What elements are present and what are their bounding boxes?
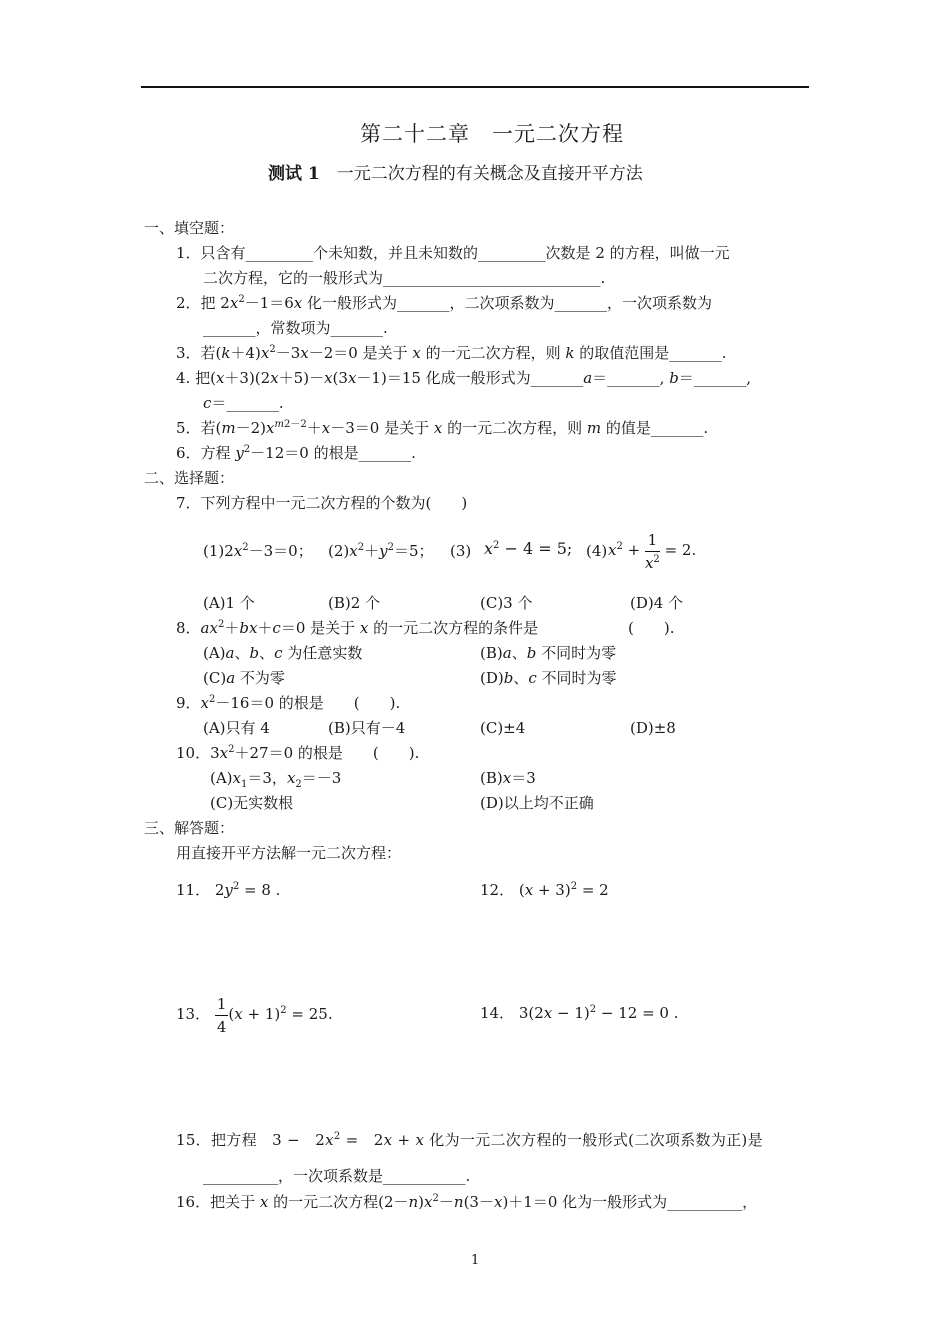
q8-stem: 8．$ax^2+bx+c=0$ 是关于 x 的一元二次方程的条件是 bbox=[176, 619, 539, 637]
q7-eq3: $x^2 - 4 = 5$; bbox=[484, 539, 573, 558]
fill-item-2-line2: _______，常数项为_______. bbox=[203, 319, 388, 337]
q13-numerator: 1 bbox=[215, 993, 229, 1016]
q8-option-b: (B)a、b 不同时为零 bbox=[480, 644, 617, 662]
test-number: 测试 1 bbox=[268, 164, 320, 184]
q10-option-a: $(A)x_1=3$，$x_2=-3$ bbox=[210, 769, 342, 790]
q13: 13． $\frac{1}{4}$ $(x + 1)^2 = 25$. bbox=[176, 994, 333, 1036]
q8-option-a: (A)a、b、c 为任意实数 bbox=[203, 644, 363, 662]
q10-option-c: (C)无实数根 bbox=[210, 794, 294, 812]
q7-option-a: (A)1 个 bbox=[203, 594, 255, 612]
fill-item-4-line2: c＝_______. bbox=[203, 394, 284, 412]
q7-eq4-denominator: $x^2$ bbox=[644, 553, 660, 572]
fill-item-6: 6．方程 $y^2-12=0$ 的根是_______. bbox=[176, 444, 416, 462]
q7-eq4-fraction bbox=[645, 529, 660, 574]
fill-item-4-line1: 4. 把(x＋3)(2x＋5)－x(3x－1)＝15 化成一般形式为_______a＝_______, b＝_______, bbox=[176, 369, 752, 387]
q7-eq2: $(2)x^2+y^2=5$； bbox=[328, 542, 434, 560]
q10-option-b: (B)x＝3 bbox=[480, 769, 536, 787]
q15-line2: __________，一次项系数是___________. bbox=[203, 1167, 471, 1185]
q7-eq1: $(1)2x^2-3=0$； bbox=[203, 542, 313, 560]
q11: 11． $2y^2 = 8$ . bbox=[176, 881, 281, 899]
q7-eq4: $x^2$ + $\frac{1}{x^2}$ = 2. bbox=[608, 530, 697, 572]
page-number: 1 bbox=[471, 1253, 480, 1268]
fill-item-2-line1: 2．把 $2x^2-1=6x$ 化一般形式为_______，二次项系数为_______，一次项系数为 bbox=[176, 294, 713, 312]
q7-eq4-right: = 2. bbox=[664, 541, 697, 559]
q8-option-c: (C)a 不为零 bbox=[203, 669, 285, 687]
fill-item-3: 3．若$(k+4)x^2-3x-2=0$ 是关于 x 的一元二次方程，则 k 的取值范围是_______. bbox=[176, 344, 727, 362]
q9-option-a: (A)只有 4 bbox=[203, 719, 270, 737]
q13-fraction bbox=[215, 993, 229, 1038]
chapter-title: 第二十二章 一元二次方程 bbox=[360, 122, 624, 146]
q13-denominator: 4 bbox=[216, 1017, 227, 1036]
test-subtitle bbox=[268, 164, 643, 184]
section-choice-heading: 二、选择题： bbox=[144, 469, 235, 487]
section-solve-heading: 三、解答题： bbox=[144, 819, 235, 837]
q9-stem: 9．$x^2-16=0$ 的根是 ( ). bbox=[176, 694, 401, 712]
header-rule bbox=[141, 86, 809, 88]
test-topic: 一元二次方程的有关概念及直接开平方法 bbox=[336, 164, 643, 184]
q7-stem: 7．下列方程中一元二次方程的个数为( ) bbox=[176, 494, 468, 512]
q7-eq3-label: (3) bbox=[450, 542, 472, 560]
solve-intro: 用直接开平方法解一元二次方程： bbox=[176, 844, 402, 862]
q9-option-b: (B)只有－4 bbox=[328, 719, 406, 737]
q7-option-b: (B)2 个 bbox=[328, 594, 381, 612]
q8-answer-paren: ( ). bbox=[628, 619, 675, 637]
q16: 16．把关于 x 的一元二次方程$(2-n)x^2-n(3-x)+1=0$ 化为一般形式为__________， bbox=[176, 1193, 758, 1211]
q9-option-c: (C)±4 bbox=[480, 719, 526, 737]
section-fill-heading: 一、填空题： bbox=[144, 219, 235, 237]
q12: 12． $(x + 3)^2 = 2$ bbox=[480, 881, 609, 899]
fill-item-1-line2: 二次方程，它的一般形式为_____________________________. bbox=[203, 269, 606, 287]
q13-label: 13． bbox=[176, 1005, 211, 1023]
q7-eq4-label: (4) bbox=[586, 542, 608, 560]
q10-option-d: (D)以上均不正确 bbox=[480, 794, 594, 812]
fill-item-1-line1: 1．只含有_________个未知数，并且未知数的_________次数是 2 的方程，叫做一元 bbox=[176, 244, 730, 262]
q8-option-d: (D)b、c 不同时为零 bbox=[480, 669, 617, 687]
q10-stem: 10．$3x^2+27=0$ 的根是 ( ). bbox=[176, 744, 420, 762]
q9-option-d: (D)±8 bbox=[630, 719, 676, 737]
q7-option-c: (C)3 个 bbox=[480, 594, 533, 612]
q14: 14． $3(2x - 1)^2 - 12 = 0$ . bbox=[480, 1004, 679, 1022]
q7-option-d: (D)4 个 bbox=[630, 594, 684, 612]
q15-line1: 15．把方程 3 − $2x^2$ = 2x + x 化为一元二次方程的一般形式(二次项系数为正)是 bbox=[176, 1131, 763, 1149]
fill-item-5: 5．若$(m-2)x^{m2-2}+x-3=0$ 是关于 x 的一元二次方程，则 m 的值是_______. bbox=[176, 419, 709, 437]
q7-eq4-numerator: 1 bbox=[645, 529, 660, 552]
